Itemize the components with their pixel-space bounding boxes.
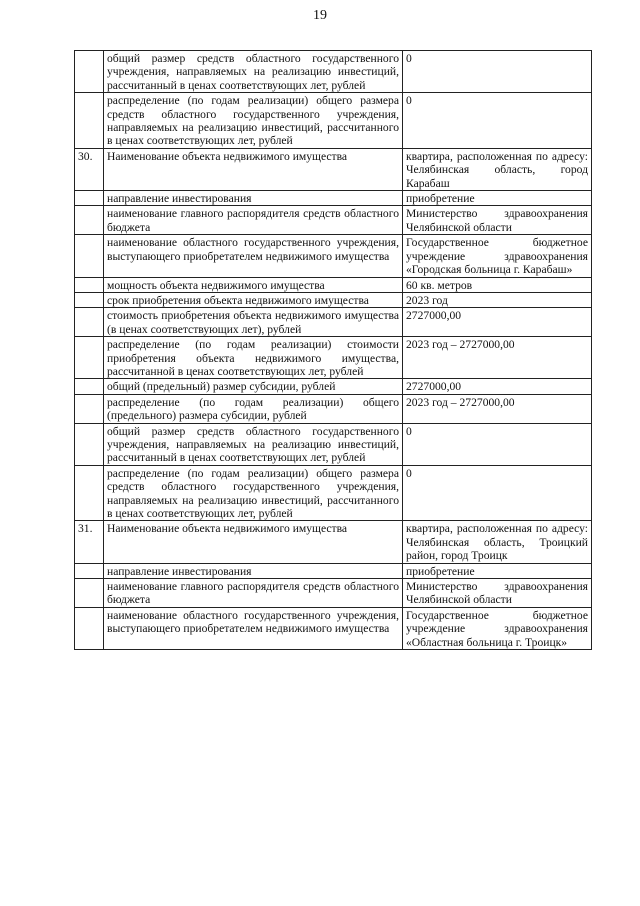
table-row [75,394,592,423]
parameter-value-cell [403,93,592,149]
parameter-name: распределение (по годам реализации) стоимости приобретения объекта недвижимого имущества, рассчитанной в ценах соответствующих лет, рублей [107,338,399,378]
row-number-cell [75,465,104,521]
parameter-name-cell [104,51,403,93]
row-number-cell [75,337,104,379]
parameter-value-cell [403,292,592,307]
parameter-value-cell [403,579,592,608]
row-number-cell [75,521,104,563]
table-row [75,337,592,379]
row-number-cell [75,235,104,277]
parameter-name: общий размер средств областного государственного учреждения, направляемых на реализацию инвестиций, рассчитанный в ценах соответствующих лет, рублей [107,52,399,92]
parameter-name: направление инвестирования [107,564,252,578]
table-row [75,191,592,206]
parameter-name-cell [104,563,403,578]
parameter-value: Министерство здравоохранения Челябинской области [406,207,588,234]
parameter-name: распределение (по годам реализации) общего (предельного) размера субсидии, рублей [107,395,399,423]
table-row [75,465,592,521]
row-number-cell [75,563,104,578]
parameter-value-cell [403,607,592,649]
parameter-name-cell [104,308,403,337]
table-row [75,93,592,149]
table-body [75,51,592,650]
table-row [75,51,592,93]
table-row [75,235,592,277]
table-row [75,277,592,292]
parameter-name: наименование главного распорядителя средств областного бюджета [107,207,399,234]
table-row [75,308,592,337]
parameter-value: приобретение [406,564,475,578]
parameter-value: 0 [406,52,412,65]
parameter-name-cell [104,394,403,423]
parameter-value-cell [403,563,592,578]
parameter-value-cell [403,308,592,337]
parameter-value: 2727000,00 [406,309,462,323]
parameter-name-cell [104,93,403,149]
parameter-name: наименование главного распорядителя средств областного бюджета [107,580,399,607]
table-row [75,563,592,578]
table-row [75,521,592,563]
parameter-value-cell [403,235,592,277]
parameter-name: общий размер средств областного государственного учреждения, направляемых на реализацию инвестиций, рассчитанный в ценах соответствующих лет, рублей [107,424,399,465]
parameter-name-cell [104,579,403,608]
parameter-name: общий (предельный) размер субсидии, рублей [107,380,336,394]
parameter-value: 2727000,00 [406,380,462,394]
row-number-cell [75,191,104,206]
parameter-name-cell [104,277,403,292]
parameter-value: квартира, расположенная по адресу: Челябинская область, город Карабаш [406,149,588,190]
parameter-name-cell [104,521,403,563]
parameter-name: Наименование объекта недвижимого имущества [107,149,348,163]
parameter-value-cell [403,394,592,423]
row-number: 31. [78,522,93,536]
parameter-value-cell [403,206,592,235]
parameter-name-cell [104,607,403,649]
parameter-value: 2023 год [406,293,448,307]
table-row [75,379,592,394]
parameter-name-cell [104,465,403,521]
parameter-name: срок приобретения объекта недвижимого имущества [107,293,369,307]
parameter-name-cell [104,191,403,206]
parameter-value-cell [403,277,592,292]
parameter-name-cell [104,337,403,379]
parameter-name-cell [104,148,403,190]
parameter-value-cell [403,465,592,521]
row-number-cell [75,579,104,608]
parameter-value-cell [403,379,592,394]
row-number-cell [75,93,104,149]
parameter-value: квартира, расположенная по адресу: Челябинская область, Троицкий район, город Троицк [406,522,588,563]
table-row [75,206,592,235]
parameter-value-cell [403,521,592,563]
parameter-value-cell [403,423,592,465]
table-row [75,579,592,608]
parameter-value: 60 кв. метров [406,278,473,292]
row-number-cell [75,394,104,423]
investment-objects-table [74,50,592,650]
table-row [75,292,592,307]
parameter-name: направление инвестирования [107,192,252,206]
table-row [75,148,592,190]
parameter-value-cell [403,148,592,190]
row-number-cell [75,292,104,307]
parameter-value: Государственное бюджетное учреждение здравоохранения «Городская больница г. Карабаш» [406,236,588,277]
table-row [75,607,592,649]
parameter-value-cell [403,51,592,93]
page-number: 19 [313,8,327,23]
row-number: 30. [78,149,93,163]
row-number-cell [75,277,104,292]
parameter-name-cell [104,292,403,307]
parameter-name: стоимость приобретения объекта недвижимого имущества (в ценах соответствующих лет), рублей [107,309,399,336]
parameter-value: 0 [406,424,412,438]
row-number-cell [75,308,104,337]
parameter-name: наименование областного государственного учреждения, выступающего приобретателем недвижимого имущества [107,236,399,263]
parameter-name-cell [104,423,403,465]
parameter-value: 2023 год – 2727000,00 [406,338,515,352]
parameter-value: 2023 год – 2727000,00 [406,395,515,409]
parameter-name: наименование областного государственного учреждения, выступающего приобретателем недвижимого имущества [107,608,399,636]
row-number-cell [75,423,104,465]
row-number-cell [75,206,104,235]
parameter-value-cell [403,191,592,206]
parameter-value: 0 [406,466,412,480]
row-number-cell [75,379,104,394]
row-number-cell [75,51,104,93]
parameter-name: мощность объекта недвижимого имущества [107,278,325,292]
parameter-name: распределение (по годам реализации) общего размера средств областного государственного учреждения, направляемых на реализацию инвестиций, рассчитанного в ценах соответствующих лет, рублей [107,94,399,148]
row-number-cell [75,148,104,190]
parameter-name-cell [104,206,403,235]
parameter-value: Государственное бюджетное учреждение здравоохранения «Областная больница г. Троицк» [406,608,588,649]
row-number-cell [75,607,104,649]
parameter-value: приобретение [406,192,475,206]
parameter-name: Наименование объекта недвижимого имущества [107,522,348,536]
parameter-value-cell [403,337,592,379]
parameter-value: Министерство здравоохранения Челябинской области [406,580,588,607]
parameter-name-cell [104,379,403,394]
parameter-name-cell [104,235,403,277]
parameter-value: 0 [406,94,412,108]
table-row [75,423,592,465]
parameter-name: распределение (по годам реализации) общего размера средств областного государственного учреждения, направляемых на реализацию инвестиций, рассчитанного в ценах соответствующих лет, рублей [107,466,399,520]
